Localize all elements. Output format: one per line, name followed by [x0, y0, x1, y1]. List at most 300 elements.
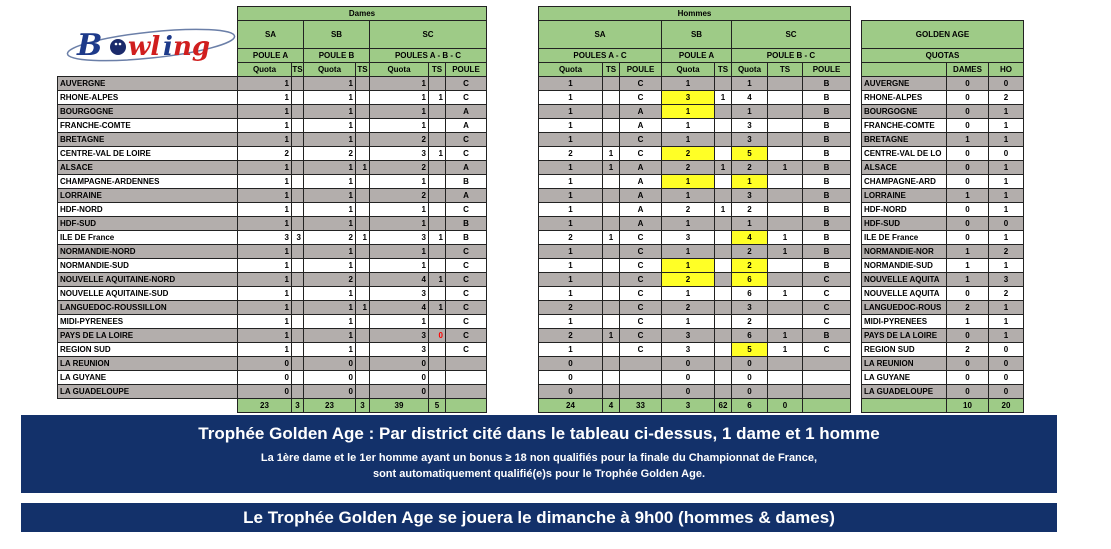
dames-cell: 1	[304, 91, 356, 105]
hommes-cell: 2	[539, 301, 603, 315]
table-row	[58, 217, 1024, 231]
hommes-cell: 1	[732, 77, 768, 91]
hommes-cell	[803, 371, 851, 385]
dames-cell: 1	[370, 175, 429, 189]
dames-total: 23	[238, 399, 292, 413]
dames-cell	[356, 203, 370, 217]
dames-cell: C	[446, 133, 487, 147]
gap	[851, 329, 862, 343]
golden-district-name: AUVERGNE	[862, 77, 947, 91]
hommes-cell: 1	[539, 217, 603, 231]
dames-cell: 3	[370, 329, 429, 343]
gap	[487, 203, 539, 217]
hommes-cell: 3	[662, 343, 715, 357]
hommes-cell: 1	[539, 77, 603, 91]
hommes-cell: B	[803, 77, 851, 91]
golden-ho-cell: 0	[989, 147, 1024, 161]
dames-cell: 3	[370, 231, 429, 245]
dames-cell	[356, 245, 370, 259]
hommes-cell: C	[620, 91, 662, 105]
hommes-cell	[715, 105, 732, 119]
col-quota: Quota	[732, 63, 768, 77]
hommes-cell	[768, 105, 803, 119]
hommes-cell	[603, 105, 620, 119]
gap	[487, 77, 539, 91]
dames-cell	[429, 343, 446, 357]
col-quota: Quota	[238, 63, 292, 77]
hommes-cell	[715, 245, 732, 259]
hommes-cell	[620, 385, 662, 399]
dames-cell: 1	[238, 133, 292, 147]
dames-heading: Dames	[238, 7, 487, 21]
hommes-cell: B	[803, 119, 851, 133]
golden-district-name: NORMANDIE-SUD	[862, 259, 947, 273]
dames-cell: 2	[238, 147, 292, 161]
hommes-cell	[603, 245, 620, 259]
hommes-cell: B	[803, 175, 851, 189]
hommes-cell: 0	[732, 385, 768, 399]
hommes-cell	[715, 287, 732, 301]
hommes-cell: 6	[732, 273, 768, 287]
dames-cell: A	[446, 161, 487, 175]
hommes-cell: 1	[539, 245, 603, 259]
golden-district-name: MIDI-PYRENEES	[862, 315, 947, 329]
svg-text:B: B	[77, 28, 103, 63]
hommes-cell: B	[803, 329, 851, 343]
hommes-cell: 0	[539, 371, 603, 385]
gap	[851, 301, 862, 315]
dames-cell	[292, 119, 304, 133]
gap	[487, 91, 539, 105]
dames-cell: 3	[238, 231, 292, 245]
gap	[851, 119, 862, 133]
hommes-cell	[768, 357, 803, 371]
dames-cell: 1	[370, 77, 429, 91]
hommes-cell: 1	[539, 119, 603, 133]
dames-cell	[429, 245, 446, 259]
golden-district-name: CHAMPAGNE-ARD	[862, 175, 947, 189]
golden-ho-cell: 1	[989, 133, 1024, 147]
dames-cell: 1	[370, 105, 429, 119]
hommes-cell	[715, 147, 732, 161]
col-ts: TS	[292, 63, 304, 77]
dames-sa-poule: POULE A	[238, 49, 304, 63]
dames-cell: 2	[304, 273, 356, 287]
dames-cell	[292, 357, 304, 371]
hommes-cell: 1	[662, 315, 715, 329]
golden-district-name: HDF-SUD	[862, 217, 947, 231]
golden-ho-cell: 0	[989, 77, 1024, 91]
dames-cell: 1	[238, 315, 292, 329]
hommes-cell: 3	[662, 329, 715, 343]
golden-dames-cell: 0	[947, 147, 989, 161]
dames-cell: 0	[370, 385, 429, 399]
dames-cell	[292, 343, 304, 357]
hommes-cell: 1	[768, 329, 803, 343]
dames-cell	[356, 217, 370, 231]
gap	[487, 105, 539, 119]
dames-cell: 3	[370, 147, 429, 161]
gap	[851, 77, 862, 91]
dames-cell: 2	[370, 133, 429, 147]
hommes-cell: 2	[539, 329, 603, 343]
dames-cell: 1	[304, 133, 356, 147]
golden-ho-cell: 3	[989, 273, 1024, 287]
golden-district-name: BOURGOGNE	[862, 105, 947, 119]
gap	[487, 147, 539, 161]
dames-cell	[292, 259, 304, 273]
gap	[851, 231, 862, 245]
hommes-cell: 1	[662, 119, 715, 133]
col-quota: Quota	[539, 63, 603, 77]
gap	[487, 343, 539, 357]
dames-cell	[292, 217, 304, 231]
hommes-cell: 1	[662, 245, 715, 259]
gap	[487, 371, 539, 385]
gap	[487, 329, 539, 343]
golden-ho-cell: 1	[989, 329, 1024, 343]
hommes-cell: A	[620, 175, 662, 189]
hommes-cell: B	[803, 203, 851, 217]
dames-cell: 1	[238, 161, 292, 175]
gap	[851, 133, 862, 147]
table-row	[58, 287, 1024, 301]
dames-cell	[356, 147, 370, 161]
col-ts: TS	[768, 63, 803, 77]
hommes-cell: 1	[539, 105, 603, 119]
dames-cell	[292, 273, 304, 287]
hommes-cell	[603, 203, 620, 217]
golden-dames-cell: 0	[947, 287, 989, 301]
hommes-cell	[715, 273, 732, 287]
hommes-total: 4	[603, 399, 620, 413]
dames-cell	[446, 371, 487, 385]
dames-cell	[429, 77, 446, 91]
hommes-cell: 1	[539, 175, 603, 189]
col-ts: TS	[715, 63, 732, 77]
golden-dames-cell: 1	[947, 189, 989, 203]
hommes-cell: 2	[732, 315, 768, 329]
district-name: CENTRE-VAL DE LOIRE	[58, 147, 238, 161]
hommes-cell: 2	[732, 161, 768, 175]
dames-cell	[292, 189, 304, 203]
dames-cell: 3	[292, 231, 304, 245]
gap	[851, 287, 862, 301]
dames-sc-header: SC	[370, 21, 487, 49]
dames-cell	[292, 315, 304, 329]
dames-cell	[356, 259, 370, 273]
hommes-cell	[603, 301, 620, 315]
hommes-cell	[768, 203, 803, 217]
dames-cell: B	[446, 231, 487, 245]
hommes-cell: 3	[732, 133, 768, 147]
golden-district-name: LORRAINE	[862, 189, 947, 203]
dames-cell	[292, 301, 304, 315]
gap	[487, 399, 539, 413]
dames-cell: 1	[238, 175, 292, 189]
dames-sa-header: SA	[238, 21, 304, 49]
col-ho: HO	[989, 63, 1024, 77]
dames-total: 23	[304, 399, 356, 413]
table-row	[58, 329, 1024, 343]
hommes-total: 33	[620, 399, 662, 413]
dames-cell: 1	[370, 217, 429, 231]
hommes-cell: C	[803, 301, 851, 315]
table-row	[58, 119, 1024, 133]
golden-age-rule-line2: sont automatiquement qualifié(e)s pour le Trophée Golden Age.	[372, 468, 706, 480]
dames-cell: C	[446, 301, 487, 315]
golden-age-schedule: Le Trophée Golden Age se jouera le dimanche à 9h00 (hommes & dames)	[21, 503, 1057, 532]
svg-text:i: i	[163, 32, 173, 62]
hommes-cell: 2	[662, 161, 715, 175]
dames-cell: 1	[304, 315, 356, 329]
gap	[851, 273, 862, 287]
dames-cell: 1	[304, 287, 356, 301]
golden-district-name: LANGUEDOC-ROUS	[862, 301, 947, 315]
hommes-cell	[715, 301, 732, 315]
dames-cell: 0	[370, 371, 429, 385]
district-name: REGION SUD	[58, 343, 238, 357]
hommes-cell	[768, 217, 803, 231]
dames-cell: 1	[238, 287, 292, 301]
dames-cell: 1	[370, 203, 429, 217]
gap	[851, 175, 862, 189]
dames-cell	[356, 273, 370, 287]
hommes-cell	[603, 287, 620, 301]
dames-cell	[356, 371, 370, 385]
hommes-cell: 5	[732, 343, 768, 357]
hommes-cell: 1	[539, 259, 603, 273]
golden-ho-cell: 1	[989, 189, 1024, 203]
district-name: ALSACE	[58, 161, 238, 175]
dames-cell: 1	[304, 245, 356, 259]
gap	[851, 161, 862, 175]
golden-age-header: GOLDEN AGE	[862, 21, 1024, 49]
hommes-cell: 6	[732, 287, 768, 301]
hommes-cell: 2	[662, 301, 715, 315]
golden-ho-cell: 2	[989, 91, 1024, 105]
hommes-cell: A	[620, 105, 662, 119]
gap	[487, 189, 539, 203]
golden-total	[862, 399, 947, 413]
table-row	[58, 231, 1024, 245]
golden-district-name: RHONE-ALPES	[862, 91, 947, 105]
gap	[487, 217, 539, 231]
hommes-cell: 1	[732, 175, 768, 189]
dames-cell: 1	[356, 301, 370, 315]
hommes-cell	[715, 189, 732, 203]
dames-cell: C	[446, 273, 487, 287]
hommes-cell: B	[803, 133, 851, 147]
table-row	[58, 315, 1024, 329]
hommes-cell: B	[803, 245, 851, 259]
hommes-cell	[768, 385, 803, 399]
golden-dames-cell: 0	[947, 119, 989, 133]
hommes-cell	[603, 343, 620, 357]
hommes-cell: 1	[715, 91, 732, 105]
hommes-total: 6	[732, 399, 768, 413]
dames-cell	[356, 329, 370, 343]
dames-cell	[429, 119, 446, 133]
hommes-cell	[715, 175, 732, 189]
hommes-cell: B	[803, 91, 851, 105]
golden-ho-cell: 0	[989, 217, 1024, 231]
dames-cell: 1	[304, 343, 356, 357]
hommes-cell: 0	[732, 357, 768, 371]
district-name: HDF-SUD	[58, 217, 238, 231]
hommes-sc-header: SC	[732, 21, 851, 49]
svg-text:wl: wl	[128, 32, 161, 62]
table-row	[58, 147, 1024, 161]
dames-cell	[356, 105, 370, 119]
dames-cell	[429, 259, 446, 273]
col-quota: Quota	[370, 63, 429, 77]
golden-district-name: CENTRE-VAL DE LO	[862, 147, 947, 161]
hommes-cell: A	[620, 203, 662, 217]
col-ts: TS	[429, 63, 446, 77]
dames-sb-poule: POULE B	[304, 49, 370, 63]
dames-cell: 1	[304, 189, 356, 203]
gap	[851, 189, 862, 203]
hommes-cell: C	[620, 259, 662, 273]
golden-ho-cell: 1	[989, 301, 1024, 315]
hommes-cell: 4	[732, 91, 768, 105]
golden-ho-cell: 0	[989, 343, 1024, 357]
hommes-cell: 1	[539, 133, 603, 147]
hommes-cell: B	[803, 217, 851, 231]
hommes-cell: A	[620, 161, 662, 175]
hommes-cell: A	[620, 189, 662, 203]
hommes-cell: C	[620, 231, 662, 245]
district-name: ILE DE France	[58, 231, 238, 245]
hommes-cell: 1	[768, 287, 803, 301]
golden-age-rule-line1: La 1ère dame et le 1er homme ayant un bonus ≥ 18 non qualifiés pour la finale du Championnat de France,	[260, 452, 818, 464]
hommes-cell: C	[620, 77, 662, 91]
table-row	[58, 77, 1024, 91]
gap	[851, 217, 862, 231]
hommes-cell	[803, 385, 851, 399]
hommes-cell: 1	[715, 203, 732, 217]
golden-total: 10	[947, 399, 989, 413]
hommes-cell: 0	[662, 385, 715, 399]
hommes-cell: 0	[732, 371, 768, 385]
golden-district-name: NOUVELLE AQUITA	[862, 273, 947, 287]
golden-ho-cell: 0	[989, 385, 1024, 399]
hommes-cell: 5	[732, 147, 768, 161]
golden-ho-cell: 1	[989, 105, 1024, 119]
dames-cell	[356, 385, 370, 399]
golden-dames-cell: 0	[947, 217, 989, 231]
hommes-cell: 2	[732, 245, 768, 259]
hommes-cell: C	[620, 273, 662, 287]
golden-ho-cell: 1	[989, 231, 1024, 245]
dames-cell: 1	[304, 217, 356, 231]
golden-dames-cell: 0	[947, 175, 989, 189]
hommes-cell	[715, 315, 732, 329]
totals-row	[58, 399, 1024, 413]
hommes-cell: 4	[732, 231, 768, 245]
dames-cell	[356, 119, 370, 133]
dames-cell: 4	[370, 273, 429, 287]
dames-cell: 0	[238, 371, 292, 385]
district-name: NOUVELLE AQUITAINE-NORD	[58, 273, 238, 287]
hommes-cell	[768, 119, 803, 133]
table-row	[58, 189, 1024, 203]
hommes-cell: C	[803, 343, 851, 357]
hommes-cell: C	[803, 287, 851, 301]
dames-cell: 1	[238, 217, 292, 231]
dames-cell: A	[446, 189, 487, 203]
dames-cell	[429, 217, 446, 231]
col-ts: TS	[603, 63, 620, 77]
golden-dames-cell: 1	[947, 133, 989, 147]
hommes-cell: A	[620, 119, 662, 133]
dames-cell	[429, 161, 446, 175]
golden-ho-cell: 1	[989, 175, 1024, 189]
district-name: LA GUADELOUPE	[58, 385, 238, 399]
dames-cell	[292, 203, 304, 217]
hommes-cell: 1	[603, 329, 620, 343]
hommes-cell: A	[620, 217, 662, 231]
hommes-cell	[603, 119, 620, 133]
dames-cell	[429, 203, 446, 217]
hommes-cell: 2	[732, 203, 768, 217]
col-poule: POULE	[446, 63, 487, 77]
hommes-cell: C	[803, 315, 851, 329]
dames-cell: 1	[238, 91, 292, 105]
hommes-cell: 1	[539, 287, 603, 301]
table-row	[58, 385, 1024, 399]
hommes-cell: 1	[539, 91, 603, 105]
dames-cell	[292, 385, 304, 399]
golden-dames-cell: 0	[947, 91, 989, 105]
gap	[851, 91, 862, 105]
dames-cell: 1	[238, 189, 292, 203]
hommes-cell	[715, 329, 732, 343]
golden-district-name: LA GUADELOUPE	[862, 385, 947, 399]
hommes-cell: 1	[539, 343, 603, 357]
golden-district-name: BRETAGNE	[862, 133, 947, 147]
gap	[487, 133, 539, 147]
dames-cell: 1	[238, 203, 292, 217]
hommes-cell: B	[803, 147, 851, 161]
dames-cell: 2	[370, 189, 429, 203]
hommes-cell: 1	[539, 315, 603, 329]
hommes-cell	[715, 357, 732, 371]
hommes-total: 3	[662, 399, 715, 413]
hommes-cell: C	[620, 287, 662, 301]
golden-district-name: HDF-NORD	[862, 203, 947, 217]
dames-cell	[356, 189, 370, 203]
dames-cell	[429, 133, 446, 147]
district-name: MIDI-PYRENEES	[58, 315, 238, 329]
hommes-cell	[768, 189, 803, 203]
hommes-cell: 1	[732, 105, 768, 119]
dames-cell: 1	[304, 203, 356, 217]
hommes-cell	[603, 91, 620, 105]
gap	[58, 399, 238, 413]
dames-cell	[429, 357, 446, 371]
hommes-cell	[620, 371, 662, 385]
dames-cell: A	[446, 119, 487, 133]
hommes-sb-poule: POULE A	[662, 49, 732, 63]
golden-dames-cell: 1	[947, 315, 989, 329]
gap	[851, 203, 862, 217]
dames-cell	[292, 133, 304, 147]
dames-cell	[429, 175, 446, 189]
dames-cell	[292, 105, 304, 119]
dames-total: 3	[292, 399, 304, 413]
